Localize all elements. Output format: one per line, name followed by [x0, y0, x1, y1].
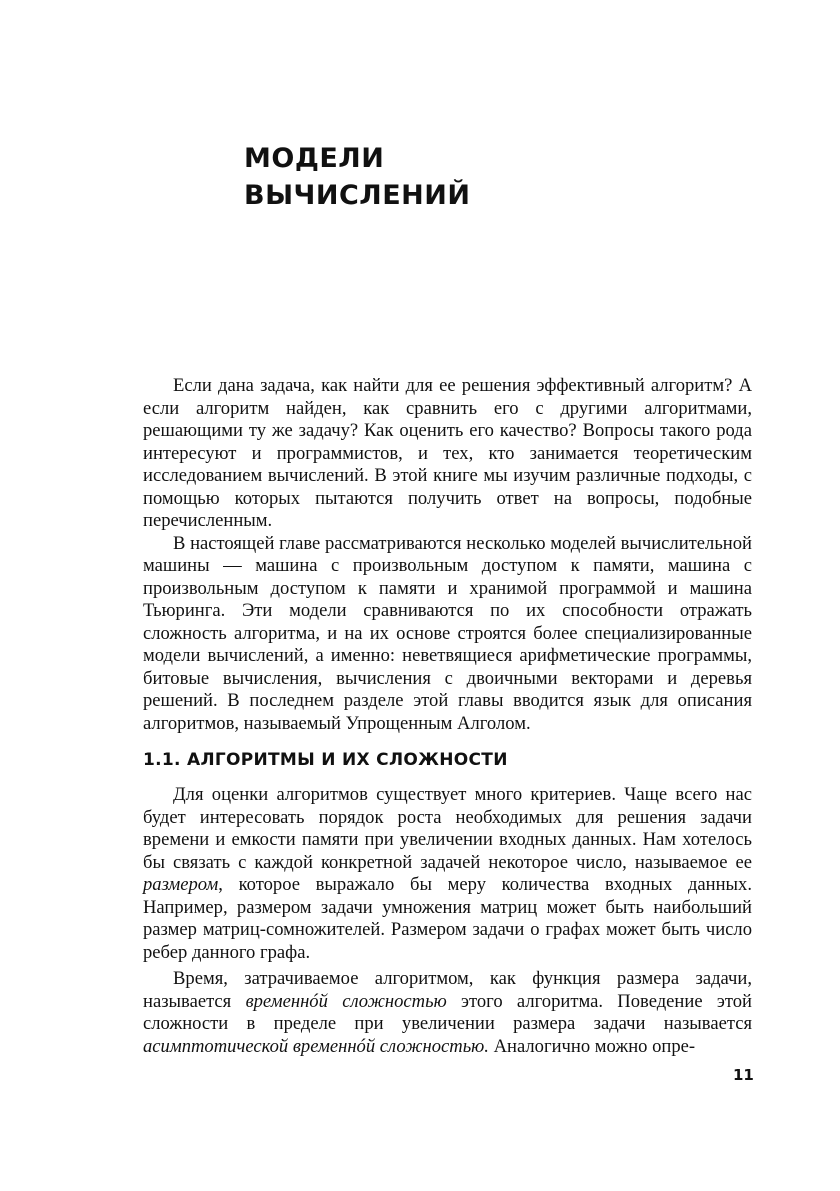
chapter-intro [143, 375, 752, 735]
term-asymptotic-time-complexity: асимптотической временнóй сложностью. [143, 1035, 489, 1057]
chapter-title-line-2: ВЫЧИСЛЕНИЙ [244, 180, 471, 211]
page-number: 11 [733, 1066, 754, 1084]
section-p2-text-b: этого алгоритма. Поведение этой сложности в пределе при увеличении размера задачи называется [143, 990, 752, 1034]
section-body [143, 784, 752, 1058]
term-size: размером [143, 874, 219, 895]
chapter-title [244, 140, 470, 214]
section-paragraph-2 [143, 968, 752, 1058]
intro-paragraph-2: В настоящей главе рассматриваются несколько моделей вычислительной машины — машина с произвольным доступом к памяти, машина с произвольным доступом к памяти и хранимой программой и машина Тьюринга. Эти модели сравниваются по их способности отражать сложность алгоритма, и на их основе строятся более специализированные модели вычислений, а именно: неветвящиеся арифметические программы, битовые вычисления, вычисления с двоичными векторами и деревья решений. В последнем разделе этой главы вводится язык для описания алгоритмов, называемый Упрощенным Алголом. [143, 532, 752, 734]
chapter-title-line-1: МОДЕЛИ [244, 143, 385, 174]
intro-paragraph-1: Если дана задача, как найти для ее решения эффективный алгоритм? А если алгоритм найден, как сравнить его с другими алгоритмами, решающими ту же задачу? Как оценить его качество? Вопросы такого рода интересуют и программистов, и тех, кто занимается теоретическим исследованием вычислений. В этой книге мы изучим различные подходы, с помощью которых пытаются получить ответ на вопросы, подобные перечисленным. [143, 375, 752, 531]
section-p2-text-c: Аналогично можно опре- [488, 1035, 696, 1057]
section-p1-text-b: , которое выражало бы меру количества входных данных. Например, размером задачи умножения матриц может быть наибольший размер матриц-сомножителей. Размером задачи о графах может быть число ребер данного графа. [143, 874, 752, 963]
section-heading: 1.1. АЛГОРИТМЫ И ИХ СЛОЖНОСТИ [143, 750, 508, 770]
term-time-complexity: временнóй сложностью [245, 990, 447, 1012]
section-p2-text-a: Время, затрачиваемое алгоритмом, как функция размера задачи, называется [143, 968, 752, 1012]
section-p1-text-a: Для оценки алгоритмов существует много критериев. Чаще всего нас будет интересовать порядок роста необходимых для решения задачи времени и емкости памяти при увеличении входных данных. Нам хотелось бы связать с каждой конкретной задачей некоторое число, называемое ее [143, 784, 752, 873]
section-paragraph-1 [143, 784, 752, 964]
